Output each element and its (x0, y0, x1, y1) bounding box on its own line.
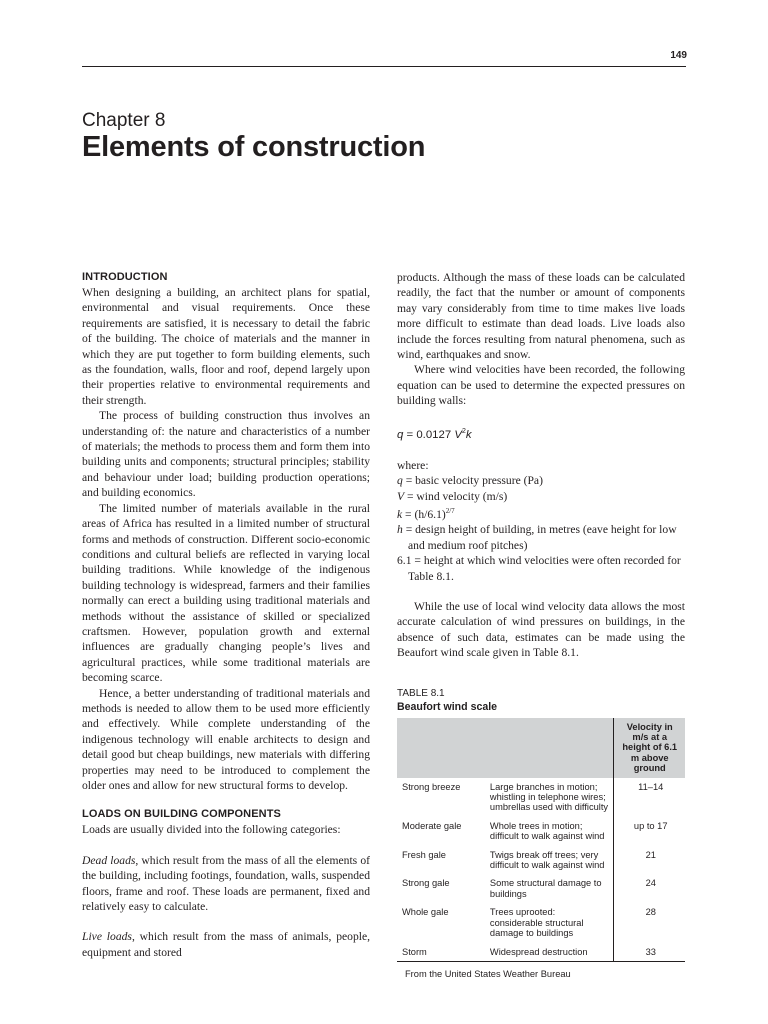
definition-item: h = design height of building, in metres (eave height for low and medium roof pitches) (397, 523, 677, 552)
table-row: Strong breeze Large branches in motion; whistling in telephone wires; umbrellas used with difficulty 11–14 (397, 778, 685, 816)
left-column (82, 270, 370, 960)
live-loads-term: Live loads (82, 930, 132, 944)
right-column (397, 270, 685, 982)
intro-paragraph-1: When designing a building, an architect plans for spatial, environmental and visual requirements. Once these requirements are satisfied, it is necessary to detail the fabric of the building. The choice of materials and the manner in which they are put together to form building elements, such as the foundation, walls, floor and roof, depend largely upon their properties relative to environmental requirements and their strength. (82, 286, 370, 407)
wind-paragraph: Where wind velocities have been recorded, the following equation can be used to determine the expected pressures on building walls: (397, 363, 685, 408)
table-label: TABLE 8.1 (397, 687, 445, 699)
table-source: From the United States Weather Bureau (405, 968, 571, 979)
definition-item: V = wind velocity (m/s) (397, 489, 508, 503)
intro-paragraph-4: Hence, a better understanding of traditional materials and methods is needed to allow them to be used more efficiently and effectively. While complete understanding of the indigenous technology will enable architects to design and detail good but cheap buildings, new materials with differing properties may need to be introduced to complement the older ones and allow for new structural forms to develop. (82, 686, 370, 792)
table-row: Moderate gale Whole trees in motion; difficult to walk against wind up to 17 (397, 816, 685, 845)
live-loads-text: , which result from the mass of animals, people, equipment and stored (82, 930, 371, 959)
chapter-label: Chapter 8 (82, 110, 166, 131)
table-title: Beaufort wind scale (397, 700, 498, 713)
intro-paragraph-3: The limited number of materials available in the rural areas of Africa has resulted in a limited number of structural forms and methods of construction. Different socio-economic conditions and cultural beliefs are reflected in varying local building traditions. While knowledge of the indigenous building technology is widespread, farmers and their families normally can erect a building using traditional materials and methods without the assistance of skilled or specialized craftsmen. However, population growth and external influences are gradually changing people’s lives and agricultural practices, while some traditional materials are becoming scarce. (82, 501, 370, 685)
section-heading-loads: LOADS ON BUILDING COMPONENTS (82, 808, 281, 821)
page-number: 149 (670, 50, 687, 61)
dead-loads-paragraph (82, 853, 370, 915)
definition-item: $k = (h/6.1)^{2/7}$ (397, 507, 455, 521)
section-heading-introduction: INTRODUCTION (82, 271, 168, 283)
velocity-header: Velocity in m/s at a height of 6.1 m above ground (614, 718, 685, 778)
live-loads-paragraph (82, 929, 370, 960)
live-loads-continued: products. Although the mass of these loads can be calculated readily, the fact that the number or amount of components may vary considerably from time to time makes live loads more difficult to estimate than dead loads. Live loads also include the forces resulting from natural phenomena, such as wind, earthquakes and snow. (397, 271, 685, 362)
table-row: Fresh gale Twigs break off trees; very difficult to walk against wind 21 (397, 845, 685, 874)
variable-definitions (397, 473, 685, 584)
loads-intro: Loads are usually divided into the following categories: (82, 823, 341, 837)
dead-loads-text: , which result from the mass of all the elements of the building, including footings, foundation, walls, suspended floors, frame and roof. These loads are permanent, fixed and relatively easy to calculate. (82, 853, 370, 914)
table-row: Whole gale Trees uprooted: considerable structural damage to buildings 28 (397, 902, 685, 941)
definition-item: 6.1 = height at which wind velocities were often recorded for Table 8.1. (397, 554, 681, 583)
beaufort-wind-table (397, 718, 685, 962)
where-label: where: (397, 458, 429, 472)
dead-loads-term: Dead loads (82, 853, 136, 867)
closing-paragraph: While the use of local wind velocity data allows the most accurate calculation of wind pressures on buildings, in the absence of such data, estimates can be made using the Beaufort wind scale given in Table 8.1. (397, 599, 685, 660)
table-header-row (397, 718, 685, 778)
wind-pressure-equation: q = 0.0127 $V^2k$ (397, 427, 472, 441)
definition-item: q = basic velocity pressure (Pa) (397, 474, 543, 488)
chapter-title: Elements of construction (82, 131, 426, 163)
table-row: Strong gale Some structural damage to buildings 24 (397, 873, 685, 902)
table-row: Storm Widespread destruction 33 (397, 942, 685, 962)
header-rule (82, 66, 686, 67)
intro-paragraph-2: The process of building construction thus involves an understanding of: the nature and characteristics of a number of materials; the methods to process them and form them into building units and components; structural principles; stability and behaviour under load; building production operations; and building economics. (82, 409, 370, 500)
